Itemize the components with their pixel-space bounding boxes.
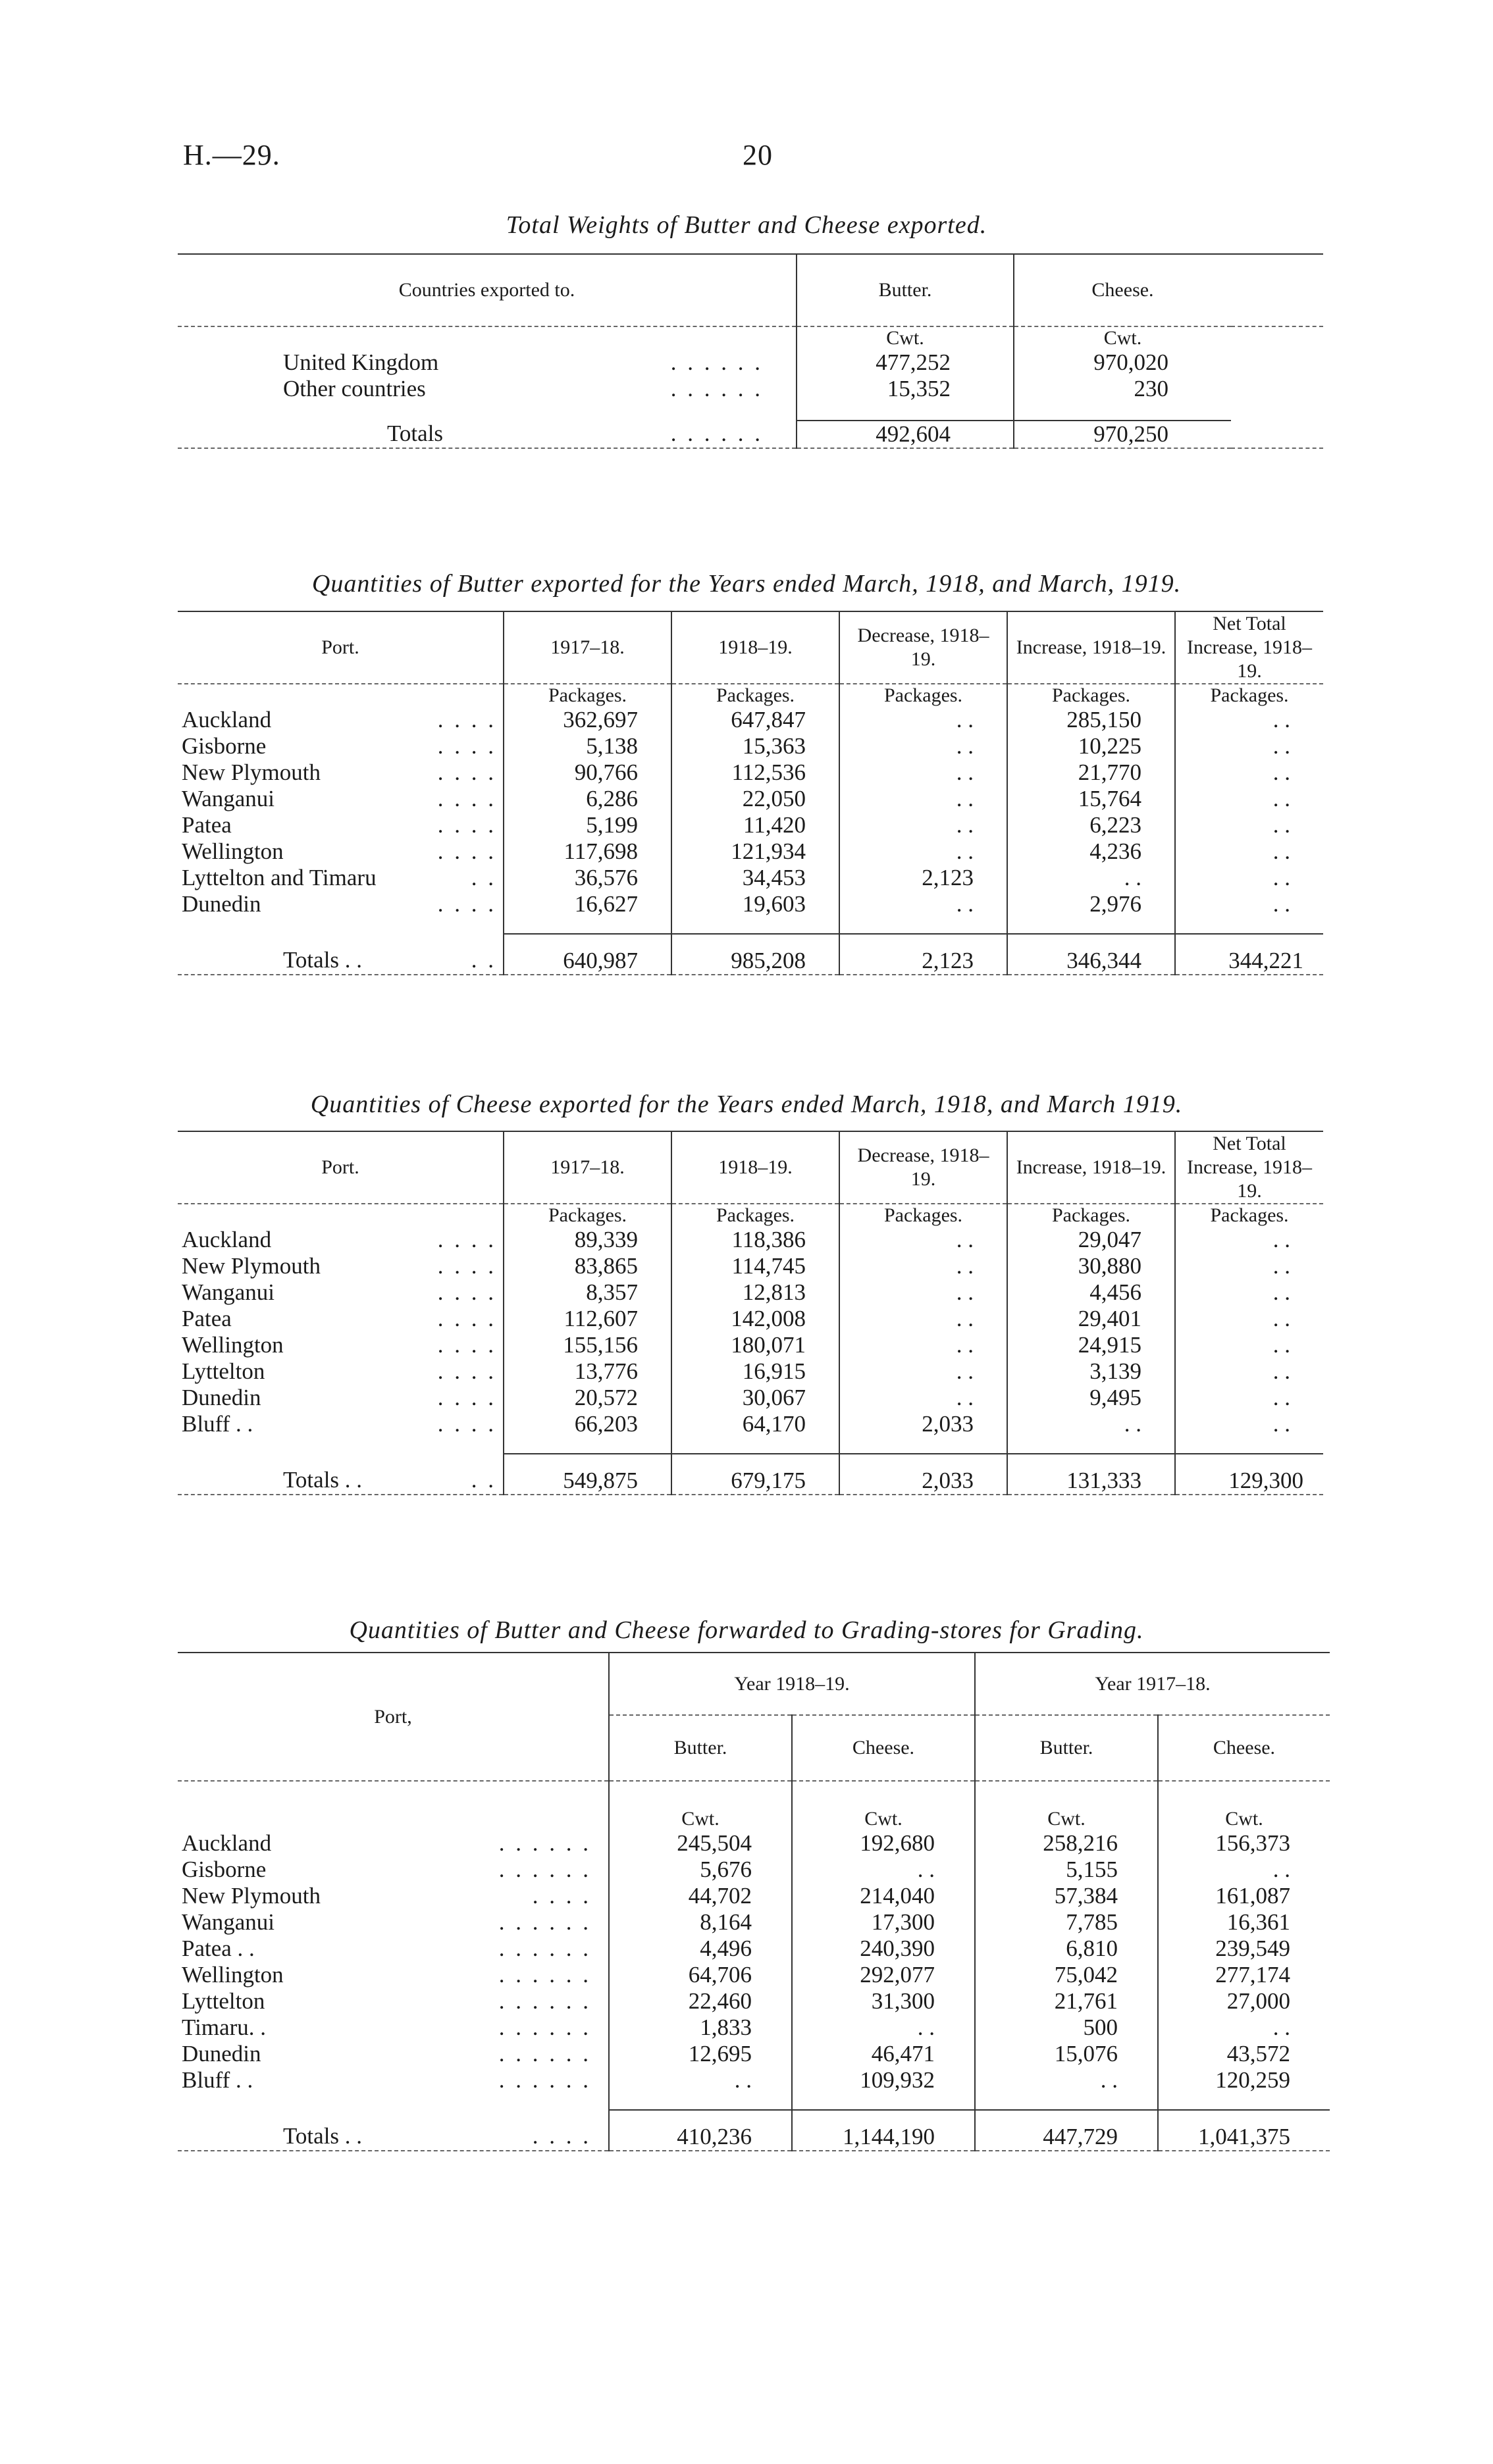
cheese-table bbox=[178, 1131, 1323, 1495]
butter-1917-value: 500 bbox=[975, 2015, 1158, 2041]
value-increase: . . bbox=[1007, 1411, 1175, 1454]
unit-label: Packages. bbox=[504, 1204, 671, 1227]
butter-1918-value: 64,706 bbox=[609, 1962, 792, 1988]
butter-1918-value: 44,702 bbox=[609, 1883, 792, 1909]
value-decrease: . . bbox=[839, 838, 1007, 865]
value-decrease: . . bbox=[839, 1332, 1007, 1358]
cheese-1918-value: 240,390 bbox=[792, 1936, 975, 1962]
port-name: Bluff . . bbox=[182, 2067, 253, 2093]
col-1917: 1917–18. bbox=[504, 611, 671, 684]
col-cheese: Cheese. bbox=[1158, 1715, 1330, 1781]
value-decrease: . . bbox=[839, 733, 1007, 759]
value-net: . . bbox=[1175, 891, 1323, 934]
butter-1917-value: 7,785 bbox=[975, 1909, 1158, 1936]
value-net: . . bbox=[1175, 1385, 1323, 1411]
value-increase: 2,976 bbox=[1007, 891, 1175, 934]
table-row bbox=[178, 1830, 1330, 1857]
leader-dots: . . . . . . bbox=[498, 1830, 591, 1856]
value-1917: 8,357 bbox=[504, 1279, 671, 1306]
unit-label: Packages. bbox=[1007, 684, 1175, 707]
cheese-1917-value: 156,373 bbox=[1158, 1830, 1330, 1857]
value-increase: 15,764 bbox=[1007, 786, 1175, 812]
leader-dots: . . . . . . bbox=[670, 376, 763, 401]
leader-dots: . . . . . . bbox=[498, 2067, 591, 2093]
leader-dots: . . . . bbox=[532, 1883, 591, 1909]
col-port: Port. bbox=[321, 636, 359, 658]
value-decrease: . . bbox=[839, 1279, 1007, 1306]
value-increase: 24,915 bbox=[1007, 1332, 1175, 1358]
table-row bbox=[178, 2067, 1330, 2110]
value-1918: 15,363 bbox=[671, 733, 839, 759]
table-row bbox=[178, 1857, 1330, 1883]
value-net: . . bbox=[1175, 707, 1323, 733]
value-net: . . bbox=[1175, 1279, 1323, 1306]
value-increase: 21,770 bbox=[1007, 759, 1175, 786]
table-row bbox=[178, 1936, 1330, 1962]
cheese-1918-value: 292,077 bbox=[792, 1962, 975, 1988]
total-butter-1918: 410,236 bbox=[609, 2110, 792, 2151]
value-net: . . bbox=[1175, 812, 1323, 838]
report-code: H.—29. bbox=[183, 139, 280, 171]
col-butter: Butter. bbox=[797, 254, 1014, 326]
year-1917-18: Year 1917–18. bbox=[975, 1653, 1330, 1715]
table-row bbox=[178, 1332, 1323, 1358]
value-decrease: 2,033 bbox=[839, 1411, 1007, 1454]
leader-dots: . . . . bbox=[437, 1358, 496, 1384]
value-1917: 90,766 bbox=[504, 759, 671, 786]
leader-dots: . . . . bbox=[437, 838, 496, 864]
butter-1918-value: . . bbox=[609, 2067, 792, 2110]
weights-table bbox=[178, 253, 1323, 449]
leader-dots: . . bbox=[471, 947, 496, 973]
unit-butter: Cwt. bbox=[797, 326, 1014, 349]
table-row bbox=[178, 707, 1323, 733]
leader-dots: . . . . bbox=[437, 1279, 496, 1305]
year-1918-19: Year 1918–19. bbox=[609, 1653, 975, 1715]
row-name: Other countries bbox=[283, 376, 426, 401]
table-row bbox=[178, 1988, 1330, 2015]
value-net: . . bbox=[1175, 1253, 1323, 1279]
col-1918: 1918–19. bbox=[671, 1131, 839, 1204]
port-name: New Plymouth bbox=[182, 1883, 321, 1909]
butter-1917-value: 6,810 bbox=[975, 1936, 1158, 1962]
value-1917: 6,286 bbox=[504, 786, 671, 812]
total-cheese-1918: 1,144,190 bbox=[792, 2110, 975, 2151]
table-row bbox=[178, 2015, 1330, 2041]
butter-1917-value: 5,155 bbox=[975, 1857, 1158, 1883]
value-1917: 66,203 bbox=[504, 1411, 671, 1454]
value-1917: 83,865 bbox=[504, 1253, 671, 1279]
unit-label: Cwt. bbox=[792, 1781, 975, 1830]
cheese-1918-value: 31,300 bbox=[792, 1988, 975, 2015]
totals-row bbox=[178, 934, 1323, 975]
leader-dots: . . . . bbox=[437, 1227, 496, 1252]
page-number: 20 bbox=[743, 139, 773, 171]
cheese-1917-value: 16,361 bbox=[1158, 1909, 1330, 1936]
value-decrease: . . bbox=[839, 891, 1007, 934]
port-name: New Plymouth bbox=[182, 1253, 321, 1279]
port-name: Patea bbox=[182, 812, 232, 838]
butter-value: 15,352 bbox=[797, 376, 1014, 421]
col-increase: Increase, 1918–19. bbox=[1007, 611, 1175, 684]
leader-dots: . . . . bbox=[437, 707, 496, 732]
cheese-1918-value: 17,300 bbox=[792, 1909, 975, 1936]
total-1917: 549,875 bbox=[504, 1454, 671, 1495]
leader-dots: . . . . . . bbox=[498, 1962, 591, 1988]
value-1918: 118,386 bbox=[671, 1227, 839, 1253]
leader-dots: . . . . . . bbox=[498, 1909, 591, 1935]
col-butter: Butter. bbox=[975, 1715, 1158, 1781]
table-row bbox=[178, 349, 1323, 376]
value-1918: 19,603 bbox=[671, 891, 839, 934]
value-increase: 4,456 bbox=[1007, 1279, 1175, 1306]
table-row bbox=[178, 891, 1323, 934]
cheese-total: 970,250 bbox=[1014, 421, 1231, 448]
table-row bbox=[178, 812, 1323, 838]
unit-cheese: Cwt. bbox=[1014, 326, 1231, 349]
col-decrease: Decrease, 1918–19. bbox=[839, 611, 1007, 684]
port-name: Patea bbox=[182, 1306, 232, 1331]
totals-label: Totals . . bbox=[283, 2123, 363, 2149]
butter-1918-value: 245,504 bbox=[609, 1830, 792, 1857]
butter-total: 492,604 bbox=[797, 421, 1014, 448]
value-increase: 285,150 bbox=[1007, 707, 1175, 733]
leader-dots: . . . . . . bbox=[670, 421, 763, 446]
table-row bbox=[178, 1883, 1330, 1909]
total-net: 129,300 bbox=[1175, 1454, 1323, 1495]
value-1918: 34,453 bbox=[671, 865, 839, 891]
butter-1918-value: 8,164 bbox=[609, 1909, 792, 1936]
cheese-1917-value: 43,572 bbox=[1158, 2041, 1330, 2067]
unit-label: Packages. bbox=[1175, 684, 1323, 707]
value-1918: 30,067 bbox=[671, 1385, 839, 1411]
port-name: Auckland bbox=[182, 1227, 272, 1252]
port-name: New Plymouth bbox=[182, 759, 321, 785]
unit-label: Packages. bbox=[504, 684, 671, 707]
value-1917: 5,138 bbox=[504, 733, 671, 759]
col-decrease: Decrease, 1918–19. bbox=[839, 1131, 1007, 1204]
leader-dots: . . . . . . bbox=[498, 1988, 591, 2014]
unit-label: Packages. bbox=[1007, 1204, 1175, 1227]
totals-label: Totals bbox=[387, 421, 444, 446]
value-1917: 13,776 bbox=[504, 1358, 671, 1385]
port-name: Wanganui bbox=[182, 1279, 275, 1305]
cheese-1917-value: 161,087 bbox=[1158, 1883, 1330, 1909]
total-increase: 346,344 bbox=[1007, 934, 1175, 975]
value-1918: 12,813 bbox=[671, 1279, 839, 1306]
total-increase: 131,333 bbox=[1007, 1454, 1175, 1495]
leader-dots: . . . . bbox=[437, 891, 496, 917]
value-net: . . bbox=[1175, 1411, 1323, 1454]
leader-dots: . . . . bbox=[437, 733, 496, 759]
value-decrease: . . bbox=[839, 1227, 1007, 1253]
value-1917: 112,607 bbox=[504, 1306, 671, 1332]
col-1917: 1917–18. bbox=[504, 1131, 671, 1204]
table-row bbox=[178, 376, 1323, 421]
value-decrease: 2,123 bbox=[839, 865, 1007, 891]
cheese-value: 230 bbox=[1014, 376, 1231, 421]
leader-dots: . . . . . . bbox=[670, 349, 763, 375]
port-name: Dunedin bbox=[182, 2041, 261, 2066]
butter-1917-value: 21,761 bbox=[975, 1988, 1158, 2015]
port-name: Gisborne bbox=[182, 733, 267, 759]
butter-1918-value: 4,496 bbox=[609, 1936, 792, 1962]
unit-label: Packages. bbox=[839, 1204, 1007, 1227]
value-1917: 16,627 bbox=[504, 891, 671, 934]
leader-dots: . . bbox=[471, 865, 496, 890]
total-butter-1917: 447,729 bbox=[975, 2110, 1158, 2151]
value-net: . . bbox=[1175, 733, 1323, 759]
value-increase: 29,401 bbox=[1007, 1306, 1175, 1332]
value-decrease: . . bbox=[839, 1358, 1007, 1385]
cheese-1918-value: . . bbox=[792, 1857, 975, 1883]
butter-1918-value: 5,676 bbox=[609, 1857, 792, 1883]
value-increase: 6,223 bbox=[1007, 812, 1175, 838]
butter-1917-value: 57,384 bbox=[975, 1883, 1158, 1909]
cheese-1917-value: 239,549 bbox=[1158, 1936, 1330, 1962]
leader-dots: . . . . bbox=[437, 1306, 496, 1331]
totals-label: Totals . . bbox=[283, 1467, 363, 1493]
weights-title: Total Weights of Butter and Cheese exported. bbox=[506, 211, 987, 239]
value-1918: 22,050 bbox=[671, 786, 839, 812]
col-1918: 1918–19. bbox=[671, 611, 839, 684]
cheese-1917-value: 27,000 bbox=[1158, 1988, 1330, 2015]
value-net: . . bbox=[1175, 1332, 1323, 1358]
value-decrease: . . bbox=[839, 1306, 1007, 1332]
cheese-1918-value: 46,471 bbox=[792, 2041, 975, 2067]
leader-dots: . . . . bbox=[437, 1332, 496, 1358]
table-row bbox=[178, 759, 1323, 786]
value-net: . . bbox=[1175, 1306, 1323, 1332]
butter-1917-value: . . bbox=[975, 2067, 1158, 2110]
value-decrease: . . bbox=[839, 786, 1007, 812]
value-net: . . bbox=[1175, 786, 1323, 812]
value-1918: 142,008 bbox=[671, 1306, 839, 1332]
unit-label: Packages. bbox=[671, 1204, 839, 1227]
port-name: Dunedin bbox=[182, 1385, 261, 1410]
leader-dots: . . . . . . bbox=[498, 1857, 591, 1882]
cheese-1917-value: . . bbox=[1158, 2015, 1330, 2041]
port-name: Lyttelton and Timaru bbox=[182, 865, 377, 890]
total-1918: 679,175 bbox=[671, 1454, 839, 1495]
butter-1918-value: 1,833 bbox=[609, 2015, 792, 2041]
cheese-1917-value: 120,259 bbox=[1158, 2067, 1330, 2110]
unit-label: Packages. bbox=[1175, 1204, 1323, 1227]
butter-1918-value: 12,695 bbox=[609, 2041, 792, 2067]
value-1917: 117,698 bbox=[504, 838, 671, 865]
totals-row bbox=[178, 2110, 1330, 2151]
port-name: Wanganui bbox=[182, 786, 275, 811]
value-increase: 3,139 bbox=[1007, 1358, 1175, 1385]
leader-dots: . . bbox=[471, 1467, 496, 1493]
butter-1917-value: 15,076 bbox=[975, 2041, 1158, 2067]
value-increase: . . bbox=[1007, 865, 1175, 891]
total-net: 344,221 bbox=[1175, 934, 1323, 975]
port-name: Gisborne bbox=[182, 1857, 267, 1882]
total-1918: 985,208 bbox=[671, 934, 839, 975]
value-decrease: . . bbox=[839, 759, 1007, 786]
leader-dots: . . . . bbox=[437, 1253, 496, 1279]
unit-label: Cwt. bbox=[975, 1781, 1158, 1830]
butter-1917-value: 75,042 bbox=[975, 1962, 1158, 1988]
table-row bbox=[178, 733, 1323, 759]
value-increase: 4,236 bbox=[1007, 838, 1175, 865]
col-cheese: Cheese. bbox=[792, 1715, 975, 1781]
unit-label: Packages. bbox=[671, 684, 839, 707]
value-1918: 16,915 bbox=[671, 1358, 839, 1385]
col-increase: Increase, 1918–19. bbox=[1007, 1131, 1175, 1204]
value-1917: 155,156 bbox=[504, 1332, 671, 1358]
port-name: Lyttelton bbox=[182, 1988, 265, 2014]
value-net: . . bbox=[1175, 1227, 1323, 1253]
totals-row bbox=[178, 1454, 1323, 1495]
butter-value: 477,252 bbox=[797, 349, 1014, 376]
leader-dots: . . . . . . bbox=[498, 1936, 591, 1961]
port-name: Wellington bbox=[182, 1962, 284, 1988]
value-1918: 647,847 bbox=[671, 707, 839, 733]
value-decrease: . . bbox=[839, 1253, 1007, 1279]
totals-label: Totals . . bbox=[283, 947, 363, 973]
table-row bbox=[178, 1279, 1323, 1306]
leader-dots: . . . . . . bbox=[498, 2041, 591, 2066]
value-increase: 29,047 bbox=[1007, 1227, 1175, 1253]
value-1918: 121,934 bbox=[671, 838, 839, 865]
butter-table bbox=[178, 611, 1323, 975]
totals-row bbox=[178, 421, 1323, 448]
unit-label: Cwt. bbox=[1158, 1781, 1330, 1830]
col-butter: Butter. bbox=[609, 1715, 792, 1781]
total-cheese-1917: 1,041,375 bbox=[1158, 2110, 1330, 2151]
grading-table bbox=[178, 1652, 1330, 2151]
grading-title: Quantities of Butter and Cheese forwarded to Grading-stores for Grading. bbox=[349, 1616, 1144, 1644]
leader-dots: . . . . bbox=[437, 786, 496, 811]
value-1917: 36,576 bbox=[504, 865, 671, 891]
leader-dots: . . . . bbox=[437, 812, 496, 838]
port-name: Wanganui bbox=[182, 1909, 275, 1935]
port-name: Lyttelton bbox=[182, 1358, 265, 1384]
leader-dots: . . . . bbox=[437, 1411, 496, 1437]
cheese-1918-value: 109,932 bbox=[792, 2067, 975, 2110]
unit-label: Cwt. bbox=[609, 1781, 792, 1830]
value-net: . . bbox=[1175, 865, 1323, 891]
value-decrease: . . bbox=[839, 812, 1007, 838]
total-1917: 640,987 bbox=[504, 934, 671, 975]
col-net: Net Total Increase, 1918–19. bbox=[1175, 611, 1323, 684]
col-country: Countries exported to. bbox=[398, 279, 575, 301]
leader-dots: . . . . . . bbox=[498, 2015, 591, 2040]
value-1917: 89,339 bbox=[504, 1227, 671, 1253]
value-increase: 30,880 bbox=[1007, 1253, 1175, 1279]
leader-dots: . . . . bbox=[437, 1385, 496, 1410]
value-net: . . bbox=[1175, 1358, 1323, 1385]
table-row bbox=[178, 1909, 1330, 1936]
leader-dots: . . . . bbox=[532, 2123, 591, 2149]
port-name: Timaru. . bbox=[182, 2015, 267, 2040]
port-name: Auckland bbox=[182, 1830, 272, 1856]
value-1917: 20,572 bbox=[504, 1385, 671, 1411]
value-1918: 180,071 bbox=[671, 1332, 839, 1358]
value-1918: 11,420 bbox=[671, 812, 839, 838]
value-decrease: . . bbox=[839, 707, 1007, 733]
table-row bbox=[178, 865, 1323, 891]
port-name: Dunedin bbox=[182, 891, 261, 917]
value-1918: 114,745 bbox=[671, 1253, 839, 1279]
value-net: . . bbox=[1175, 838, 1323, 865]
col-port: Port. bbox=[321, 1156, 359, 1178]
cheese-1918-value: 214,040 bbox=[792, 1883, 975, 1909]
cheese-1918-value: . . bbox=[792, 2015, 975, 2041]
col-cheese: Cheese. bbox=[1014, 254, 1231, 326]
port-name: Auckland bbox=[182, 707, 272, 732]
port-name: Wellington bbox=[182, 1332, 284, 1358]
table-row bbox=[178, 1306, 1323, 1332]
cheese-value: 970,020 bbox=[1014, 349, 1231, 376]
table-row bbox=[178, 1411, 1323, 1454]
cheese-1918-value: 192,680 bbox=[792, 1830, 975, 1857]
table-row bbox=[178, 1962, 1330, 1988]
butter-title: Quantities of Butter exported for the Years ended March, 1918, and March, 1919. bbox=[311, 570, 1182, 598]
leader-dots: . . . . bbox=[437, 759, 496, 785]
table-row bbox=[178, 1253, 1323, 1279]
butter-1917-value: 258,216 bbox=[975, 1830, 1158, 1857]
total-decrease: 2,033 bbox=[839, 1454, 1007, 1495]
table-row bbox=[178, 786, 1323, 812]
value-increase: 10,225 bbox=[1007, 733, 1175, 759]
port-name: Bluff . . bbox=[182, 1411, 253, 1437]
unit-label: Packages. bbox=[839, 684, 1007, 707]
row-name: United Kingdom bbox=[283, 349, 439, 375]
table-row bbox=[178, 1358, 1323, 1385]
total-decrease: 2,123 bbox=[839, 934, 1007, 975]
value-1917: 5,199 bbox=[504, 812, 671, 838]
value-net: . . bbox=[1175, 759, 1323, 786]
value-1917: 362,697 bbox=[504, 707, 671, 733]
cheese-1917-value: 277,174 bbox=[1158, 1962, 1330, 1988]
col-port: Port, bbox=[178, 1653, 609, 1781]
table-row bbox=[178, 1227, 1323, 1253]
value-increase: 9,495 bbox=[1007, 1385, 1175, 1411]
port-name: Patea . . bbox=[182, 1936, 255, 1961]
value-1918: 112,536 bbox=[671, 759, 839, 786]
port-name: Wellington bbox=[182, 838, 284, 864]
table-row bbox=[178, 1385, 1323, 1411]
value-1918: 64,170 bbox=[671, 1411, 839, 1454]
value-decrease: . . bbox=[839, 1385, 1007, 1411]
col-net: Net Total Increase, 1918–19. bbox=[1175, 1131, 1323, 1204]
cheese-1917-value: . . bbox=[1158, 1857, 1330, 1883]
table-row bbox=[178, 2041, 1330, 2067]
table-row bbox=[178, 838, 1323, 865]
cheese-title: Quantities of Cheese exported for the Years ended March, 1918, and March 1919. bbox=[310, 1091, 1183, 1118]
butter-1918-value: 22,460 bbox=[609, 1988, 792, 2015]
